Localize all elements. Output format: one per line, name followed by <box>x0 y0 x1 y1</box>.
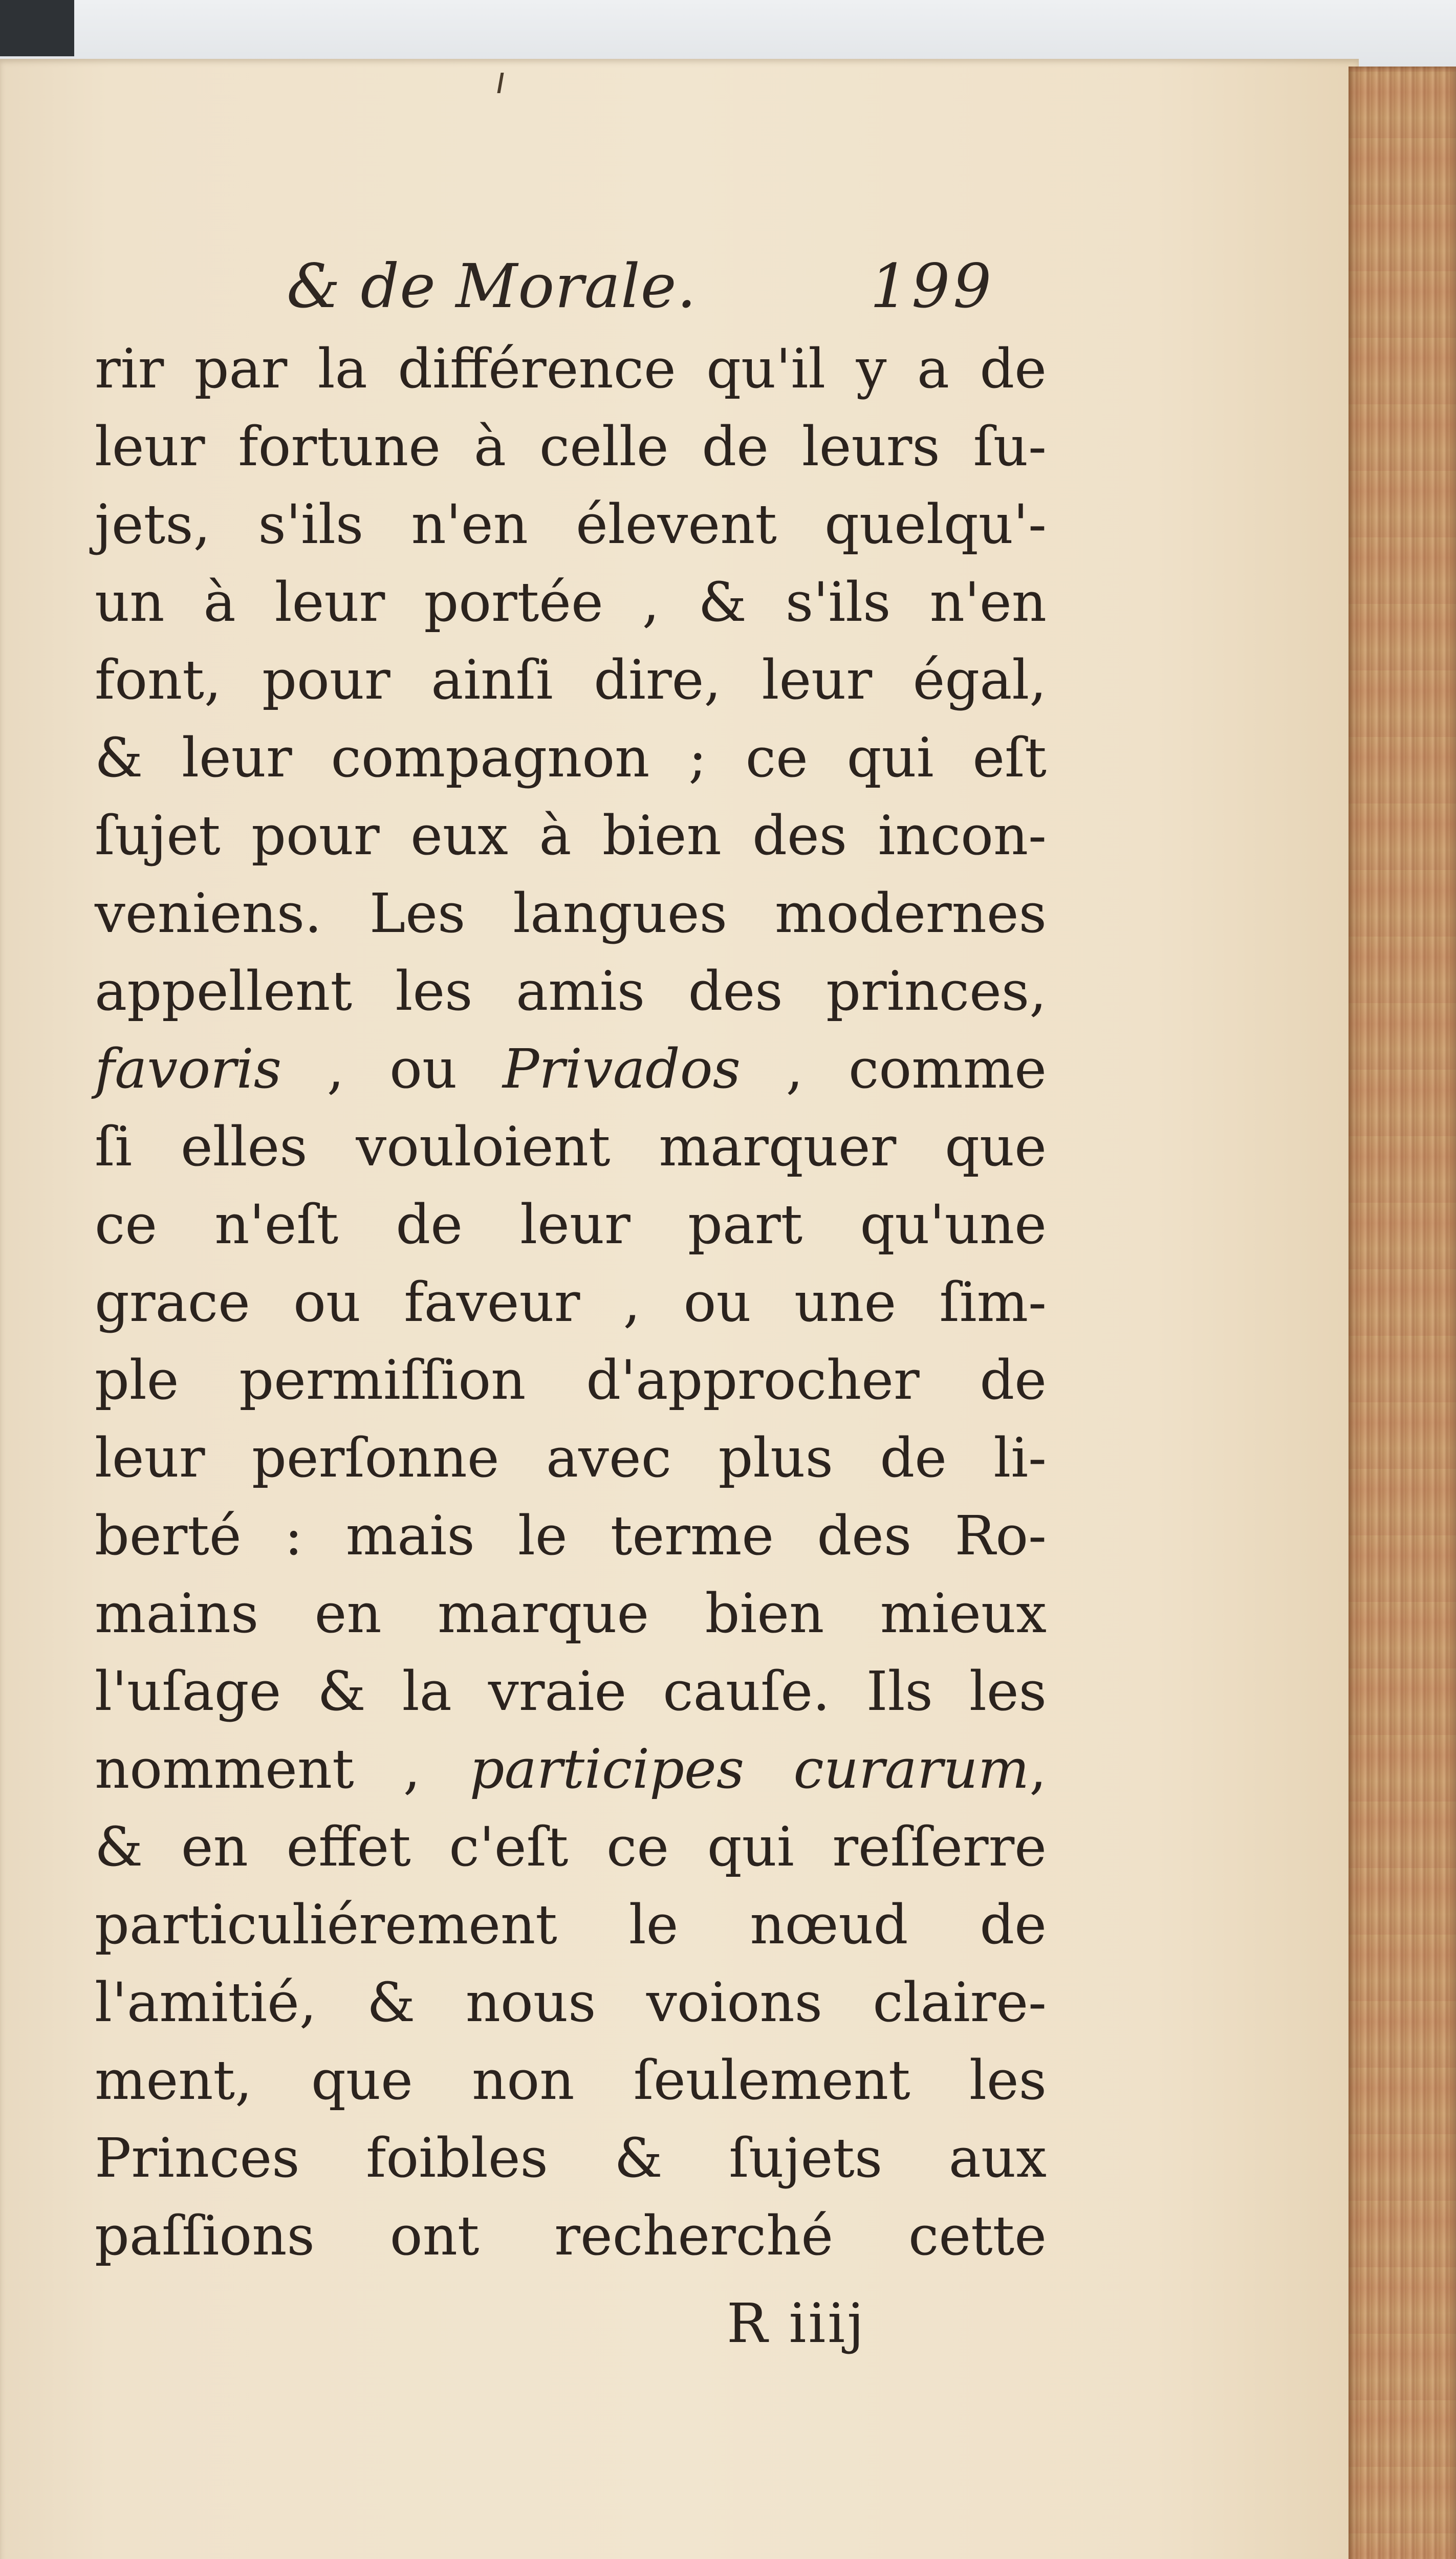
italic-text: participes curarum <box>469 1738 1030 1801</box>
text-run: appellent les amis des princes, <box>95 960 1047 1023</box>
text-line <box>95 1575 1047 1653</box>
text-line <box>95 2042 1047 2119</box>
text-line <box>95 952 1047 1030</box>
text-run: grace ou faveur , ou une ſim- <box>95 1271 1047 1334</box>
text-run: ce n'eſt de leur part qu'une <box>95 1193 1047 1256</box>
italic-text: Privados <box>502 1037 741 1100</box>
text-line <box>95 1964 1047 2042</box>
text-run: font, pour ainſi dire, leur égal, <box>95 648 1047 711</box>
text-line <box>95 719 1047 797</box>
text-line <box>95 1497 1047 1575</box>
text-line <box>95 486 1047 563</box>
text-run: paſſions ont recherché cette <box>95 2204 1047 2267</box>
text-run: & leur compagnon ; ce qui eſt <box>95 726 1047 789</box>
text-run: berté : mais le terme des Ro- <box>95 1504 1047 1567</box>
text-run: , comme <box>740 1037 1047 1100</box>
text-run: ſujet pour eux à bien des incon- <box>95 804 1047 867</box>
text-line <box>95 1808 1047 1886</box>
body-text <box>95 330 1047 2275</box>
text-line <box>95 330 1047 408</box>
text-run: leur perſonne avec plus de li- <box>95 1426 1047 1489</box>
text-run: veniens. Les langues modernes <box>95 882 1047 945</box>
scan-background-top <box>0 0 1456 67</box>
page-number: 199 <box>870 251 995 321</box>
text-run: particuliérement le nœud de <box>95 1893 1047 1956</box>
text-line <box>95 1186 1047 1264</box>
text-line <box>95 408 1047 486</box>
text-run: jets, s'ils n'en élevent quelqu'- <box>95 493 1047 556</box>
text-line <box>95 1886 1047 1964</box>
text-line <box>95 797 1047 875</box>
text-run: ment, que non ſeulement les <box>95 2049 1047 2112</box>
text-run: nomment , <box>95 1738 470 1801</box>
text-line <box>95 1264 1047 1341</box>
text-run: ple permiſſion d'approcher de <box>95 1349 1047 1412</box>
text-line <box>95 1419 1047 1497</box>
text-line <box>95 1030 1047 1108</box>
text-line <box>95 1730 1047 1808</box>
signature-mark: R iiij <box>727 2292 866 2355</box>
text-line <box>95 1108 1047 1186</box>
text-line <box>95 2197 1047 2275</box>
text-run: un à leur portée , & s'ils n'en <box>95 571 1047 634</box>
italic-text: favoris <box>95 1037 282 1100</box>
text-run: rir par la différence qu'il y a de <box>95 337 1047 400</box>
text-run: mains en marque bien mieux <box>95 1582 1047 1645</box>
text-line <box>95 1341 1047 1419</box>
text-run: Princes foibles & ſujets aux <box>95 2127 1047 2189</box>
text-line <box>95 2119 1047 2197</box>
text-run: & en effet c'eſt ce qui reſſerre <box>95 1815 1047 1878</box>
running-head: & de Morale. <box>287 251 697 321</box>
text-run: ſi elles vouloient marquer que <box>95 1115 1047 1178</box>
text-line <box>95 875 1047 952</box>
text-line <box>95 1653 1047 1730</box>
text-run: l'amitié, & nous voions claire- <box>95 1971 1047 2034</box>
text-line <box>95 563 1047 641</box>
text-run: leur fortune à celle de leurs ſu- <box>95 415 1047 478</box>
text-line <box>95 641 1047 719</box>
text-run: , ou <box>281 1037 503 1100</box>
page-fore-edge <box>1349 67 1456 2559</box>
scanner-clip-top <box>0 0 74 56</box>
text-run: l'uſage & la vraie cauſe. Ils les <box>95 1660 1047 1723</box>
text-run: , <box>1029 1738 1047 1801</box>
